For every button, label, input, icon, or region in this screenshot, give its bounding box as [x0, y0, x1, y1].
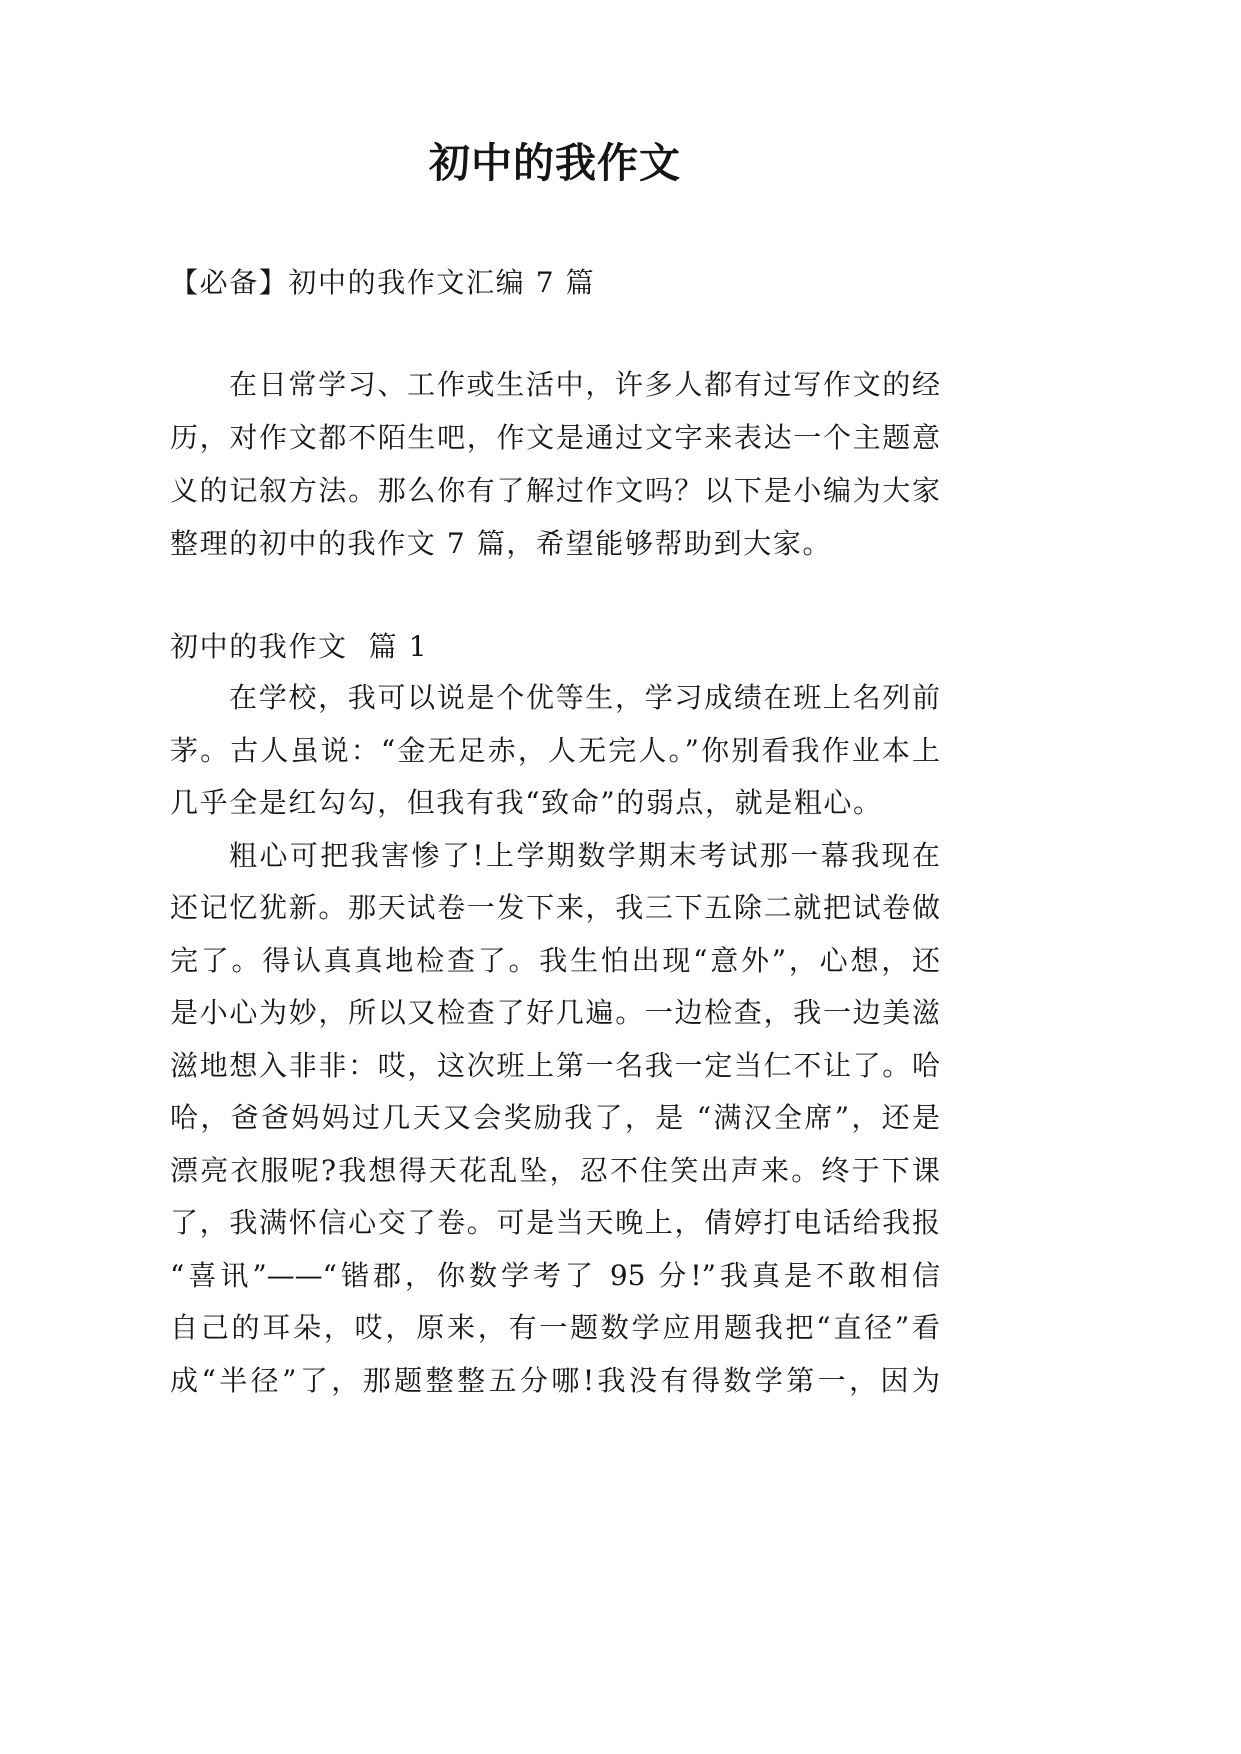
- text-line: 漂亮衣服呢?我想得天花乱坠，忍不住笑出声来。终于下课: [170, 1153, 940, 1187]
- body-paragraph-1: [170, 672, 940, 830]
- text-line: 在日常学习、工作或生活中，许多人都有过写作文的经: [229, 368, 940, 401]
- text-line: 茅。古人虽说：“金无足赤，人无完人。”你别看我作业本上: [170, 733, 940, 767]
- body-paragraph-2: [170, 830, 940, 1408]
- text-line: 义的记叙方法。那么你有了解过作文吗？以下是小编为大家: [170, 474, 940, 507]
- text-line: “喜讯”——“锴郡，你数学考了 95 分!”我真是不敢相信: [170, 1258, 940, 1292]
- section-heading: 初中的我作文 篇 1: [170, 630, 429, 663]
- text-line: 粗心可把我害惨了!上学期数学期末考试那一幕我现在: [229, 838, 940, 872]
- text-line: 几乎全是红勾勾，但我有我“致命”的弱点，就是粗心。: [170, 786, 883, 819]
- text-line: 了，我满怀信心交了卷。可是当天晚上，倩婷打电话给我报: [170, 1206, 940, 1239]
- document-title: 初中的我作文: [429, 139, 681, 187]
- essay-section-1: [170, 622, 940, 1407]
- text-line: 滋地想入非非：哎，这次班上第一名我一定当仁不让了。哈: [170, 1048, 940, 1082]
- section-body: [170, 672, 940, 1407]
- text-line: 是小心为妙，所以又检查了好几遍。一边检查，我一边美滋: [170, 996, 940, 1029]
- text-line: 自己的耳朵，哎，原来，有一题数学应用题我把“直径”看: [170, 1311, 940, 1344]
- intro-paragraph: [170, 358, 940, 570]
- text-line: 历，对作文都不陌生吧，作文是通过文字来表达一个主题意: [170, 421, 940, 454]
- text-line: 还记忆犹新。那天试卷一发下来，我三下五除二就把试卷做: [170, 891, 940, 924]
- text-line: 哈，爸爸妈妈过几天又会奖励我了，是 “满汉全席”，还是: [170, 1101, 940, 1134]
- text-line: 整理的初中的我作文 7 篇，希望能够帮助到大家。: [170, 527, 833, 560]
- text-line: 完了。得认真真地检查了。我生怕出现“意外”，心想，还: [170, 943, 940, 977]
- text-line: 在学校，我可以说是个优等生，学习成绩在班上名列前: [229, 681, 940, 714]
- text-line: 成“半径”了，那题整整五分哪!我没有得数学第一，因为: [170, 1363, 940, 1397]
- document-subtitle: 【必备】初中的我作文汇编 7 篇: [170, 266, 596, 299]
